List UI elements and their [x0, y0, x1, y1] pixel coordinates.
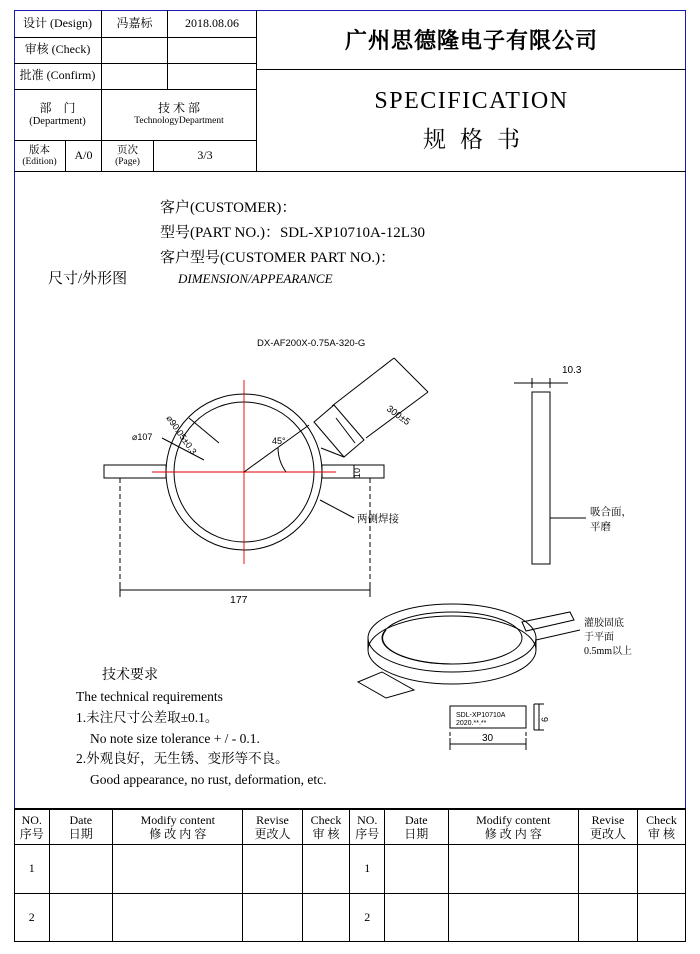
- header-date-right-cn: 日期: [404, 827, 429, 841]
- confirm-name: [102, 64, 168, 89]
- confirm-label-cn: 批准: [19, 68, 44, 83]
- row1-no-right: 1: [350, 845, 385, 894]
- weld-note: 两侧焊接: [357, 514, 399, 525]
- design-date: 2018.08.06: [185, 15, 239, 30]
- product-label-line1: SDL-XP10710A: [456, 712, 506, 719]
- department-row: [14, 90, 256, 142]
- row1-content-right[interactable]: [448, 845, 578, 894]
- design-row: [14, 10, 256, 38]
- check-name: [102, 38, 168, 63]
- design-label-cn: 设计: [22, 15, 47, 30]
- outer-diameter-label: ⌀90.05±0.3: [164, 413, 199, 457]
- confirm-date: [168, 64, 256, 89]
- tech-item2-cn: 2.外观良好，无生锈、变形等不良。: [76, 751, 289, 767]
- check-label-cn: 审核: [24, 42, 49, 57]
- header-revise-left-en: Revise: [256, 812, 289, 827]
- technical-requirements: [76, 665, 327, 791]
- row1-content-left[interactable]: [113, 845, 243, 894]
- edition-label: [14, 141, 66, 171]
- row1-check-right[interactable]: [638, 845, 686, 894]
- confirm-row: [14, 64, 256, 90]
- dimension-title-en: DIMENSION/APPEARANCE: [178, 271, 333, 286]
- row1-check-left[interactable]: [302, 845, 350, 894]
- page-label-en: (Page): [115, 156, 140, 167]
- side-note-line1: 吸合面，: [590, 507, 632, 518]
- weld-leader: [320, 500, 354, 518]
- tech-item1-cn: 1.未注尺寸公差取±0.1。: [76, 709, 219, 725]
- row2-date-left[interactable]: [49, 893, 113, 942]
- check-date: [168, 38, 256, 63]
- design-label-en: (Design): [50, 15, 92, 30]
- customer-part-number-line: 客户型号(CUSTOMER PART NO.)：: [160, 249, 396, 266]
- page-label-cn: 页次: [117, 144, 138, 156]
- header-date-left-en: Date: [69, 812, 93, 827]
- title-block: [14, 10, 686, 172]
- header-date-left: [49, 810, 113, 845]
- header-content-left-cn: 修 改 内 容: [149, 827, 207, 841]
- header-no-right-en: NO.: [357, 812, 378, 827]
- customer-name-line: 客户(CUSTOMER)：: [160, 200, 297, 216]
- department-label-cn: 部 门: [39, 100, 76, 115]
- department-value: [102, 90, 256, 141]
- od-leader: [189, 418, 219, 443]
- customer-info: [160, 196, 425, 270]
- confirm-label-en: (Confirm): [46, 68, 96, 83]
- header-date-right-en: Date: [404, 812, 428, 827]
- header-content-left: [113, 810, 243, 845]
- department-value-en: TechnologyDepartment: [134, 116, 224, 127]
- header-check-right: [638, 810, 686, 845]
- side-view-body: [532, 392, 550, 564]
- header-check-right-cn: 审 核: [648, 827, 676, 841]
- header-revise-left-cn: 更改人: [254, 827, 291, 841]
- isometric-view: [358, 604, 574, 698]
- header-no-left-en: NO.: [21, 812, 42, 827]
- wire-length-label: 300±5: [384, 403, 413, 428]
- side-thickness-label: 10.3: [562, 365, 582, 376]
- header-check-left: [302, 810, 350, 845]
- header-no-left: [15, 810, 50, 845]
- signature-block: [14, 10, 257, 171]
- glue-note-line1: 灌胶固底: [584, 618, 624, 629]
- header-no-left-cn: 序号: [19, 827, 44, 841]
- header-no-right: [350, 810, 385, 845]
- specification-title-cn: 规格书: [423, 126, 534, 152]
- wire-label: DX-AF200X-0.75A-320-G: [257, 338, 366, 349]
- edition-label-cn: 版本: [29, 144, 50, 156]
- confirm-label: [14, 64, 102, 89]
- row1-date-right[interactable]: [385, 845, 449, 894]
- product-label-line2: 2020.**.**: [456, 720, 487, 727]
- revision-header-row: [15, 810, 686, 845]
- table-row: [15, 845, 686, 894]
- header-check-right-en: Check: [646, 812, 677, 827]
- glue-note-leader: [536, 630, 580, 640]
- row2-content-right[interactable]: [448, 893, 578, 942]
- header-check-left-en: Check: [310, 812, 342, 827]
- angle-line: [244, 425, 309, 472]
- header-revise-left: [243, 810, 302, 845]
- row1-date-left[interactable]: [49, 845, 113, 894]
- wire-leader-1: [332, 358, 394, 406]
- design-label: [14, 10, 102, 37]
- row2-no-left: 2: [15, 893, 50, 942]
- row1-revise-right[interactable]: [578, 845, 637, 894]
- angle-label: 45°: [272, 436, 286, 446]
- header-content-right-cn: 修 改 内 容: [484, 827, 542, 841]
- company-name: 广州思德隆电子有限公司: [257, 10, 686, 70]
- page-label: [102, 141, 154, 171]
- design-name: 冯嘉标: [102, 10, 168, 37]
- tech-title-cn: 技术要求: [102, 668, 158, 683]
- row1-revise-left[interactable]: [243, 845, 302, 894]
- header-revise-right: [578, 810, 637, 845]
- header-no-right-cn: 序号: [355, 827, 380, 841]
- glue-note-line2: 于平面: [584, 632, 614, 643]
- header-content-right: [448, 810, 578, 845]
- angle-arc: [278, 448, 286, 472]
- overall-width-label: 177: [230, 594, 248, 606]
- department-label-en: (Department): [29, 115, 86, 127]
- part-number-line: 型号(PART NO.)：SDL-XP10710A-12L30: [160, 224, 425, 241]
- row2-check-right[interactable]: [638, 893, 686, 942]
- label-height-dim: 6: [540, 716, 550, 722]
- label-width-dim: 30: [482, 733, 494, 744]
- header-check-left-cn: 审 核: [312, 827, 340, 841]
- wire-lead: [314, 405, 364, 457]
- revision-table: [14, 808, 686, 942]
- left-tab: [104, 465, 166, 478]
- specification-title: [257, 70, 686, 171]
- row2-date-right[interactable]: [385, 893, 449, 942]
- row2-revise-right[interactable]: [578, 893, 637, 942]
- page-value: 3/3: [197, 148, 213, 163]
- row2-content-left[interactable]: [113, 893, 243, 942]
- row1-no-left: 1: [15, 845, 50, 894]
- edition-value: A/0: [66, 141, 102, 171]
- inner-diameter-label: ⌀107: [132, 432, 153, 442]
- tech-item1-en: No note size tolerance + / - 0.1.: [90, 730, 260, 746]
- tech-title-en: The technical requirements: [76, 688, 223, 704]
- tech-item2-en: Good appearance, no rust, deformation, etc.: [90, 772, 327, 788]
- header-revise-right-en: Revise: [591, 812, 625, 827]
- row2-revise-left[interactable]: [243, 893, 302, 942]
- row2-no-right: 2: [350, 893, 385, 942]
- header-content-right-en: Modify content: [476, 812, 551, 827]
- header-content-left-en: Modify content: [140, 812, 215, 827]
- check-label: [14, 38, 102, 63]
- department-value-cn: 技 术 部: [157, 101, 200, 116]
- company-title-block: [257, 10, 686, 171]
- side-note-line2: 平磨: [590, 522, 611, 533]
- wire-leader-3: [394, 358, 428, 392]
- table-row: [15, 893, 686, 942]
- dimension-title-cn: 尺寸/外形图: [48, 271, 128, 287]
- check-row: [14, 38, 256, 64]
- row2-check-left[interactable]: [302, 893, 350, 942]
- header-date-left-cn: 日期: [68, 827, 93, 841]
- header-revise-right-cn: 更改人: [589, 827, 626, 841]
- edition-label-en: (Edition): [22, 156, 57, 167]
- specification-title-en: SPECIFICATION: [374, 87, 569, 114]
- edition-page-row: [14, 141, 256, 171]
- tab-length-label: 10: [352, 467, 362, 478]
- header-date-right: [385, 810, 449, 845]
- department-label: [14, 90, 102, 141]
- glue-note-line3: 0.5mm以上: [584, 646, 633, 657]
- check-label-en: (Check): [51, 42, 91, 57]
